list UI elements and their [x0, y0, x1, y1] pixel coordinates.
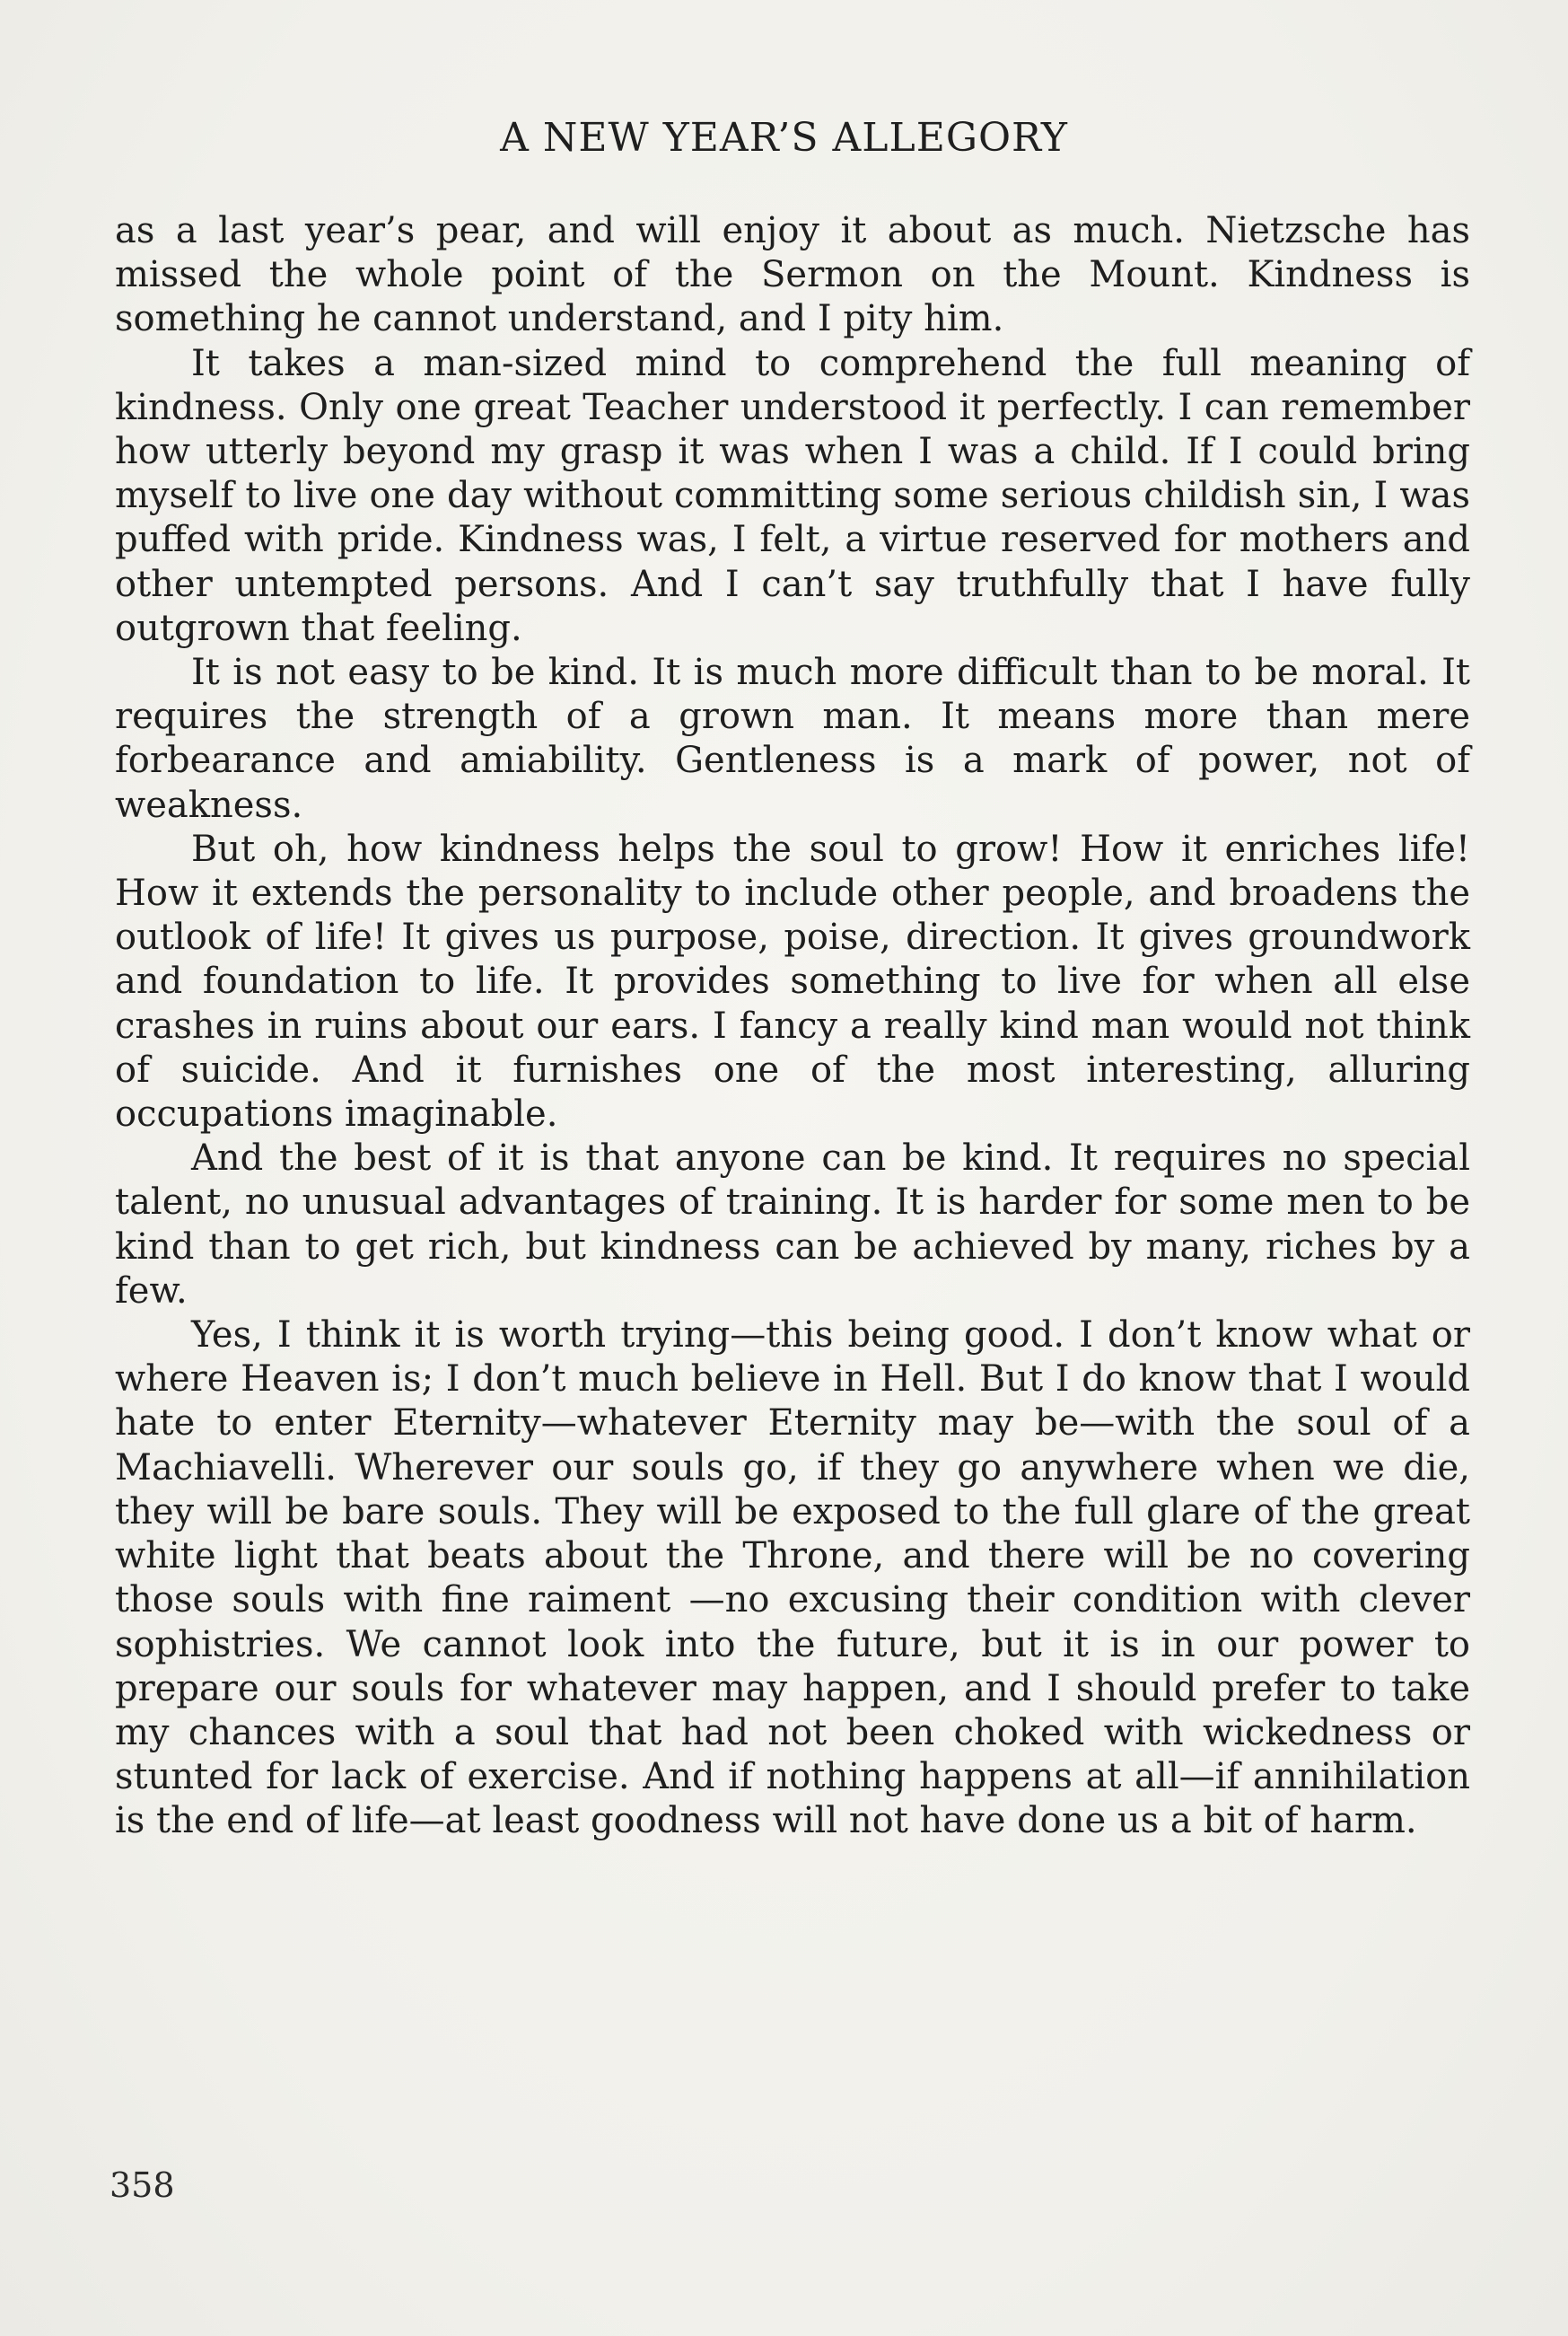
paragraph: It is not easy to be kind. It is much more difficult than to be moral. It requires the strength of a grown man. It means more than mere forbearance and amiability. Gentleness is a mark of power, not of weakness. — [115, 652, 1470, 826]
running-head: A NEW YEAR’S ALLEGORY — [500, 115, 1068, 161]
paragraph: Yes, I think it is worth trying—this being good. I don’t know what or where Heaven is; I don’t much believe in Hell. But I do know that I would hate to enter Eternity—whatever Eternity may be—with the soul of a Machiavelli. Wherever our souls go, if they go anywhere when we die, they will be bare souls. They will be exposed to the full glare of the great white light that beats about the Throne, and there will be no covering those souls with fine raiment —no excusing their condition with clever sophistries. We cannot look into the future, but it is in our power to prepare our souls for whatever may happen, and I should prefer to take my chances with a soul that had not been choked with wickedness or stunted for lack of exercise. And if nothing happens at all—if annihilation is the end of life—at least goodness will not have done us a bit of harm. — [115, 1314, 1470, 1842]
page-number: 358 — [109, 2165, 175, 2205]
paragraph: But oh, how kindness helps the soul to grow! How it enriches life! How it extends the personality to include other people, and broadens the outlook of life! It gives us purpose, poise, direction. It gives groundwork and foundation to life. It provides something to live for when all else crashes in ruins about our ears. I fancy a really kind man would not think of suicide. And it furnishes one of the most interesting, alluring occupations imaginable. — [115, 828, 1470, 1136]
paragraph: It takes a man-sized mind to comprehend the full meaning of kindness. Only one great Teacher understood it perfectly. I can remember how utterly beyond my grasp it was when I was a child. If I could bring myself to live one day without committing some serious childish sin, I was puffed with pride. Kindness was, I felt, a virtue reserved for mothers and other untempted persons. And I can’t say truthfully that I have fully outgrown that feeling. — [115, 342, 1470, 649]
body-text — [115, 209, 1470, 1844]
paragraph-continued: as a last year’s pear, and will enjoy it about as much. Nietzsche has missed the whole point of the Sermon on the Mount. Kindness is something he cannot understand, and I pity him. — [115, 210, 1470, 340]
paragraph: And the best of it is that anyone can be kind. It requires no special talent, no unusual advantages of training. It is harder for some men to be kind than to get rich, but kindness can be achieved by many, riches by a few. — [115, 1137, 1470, 1312]
